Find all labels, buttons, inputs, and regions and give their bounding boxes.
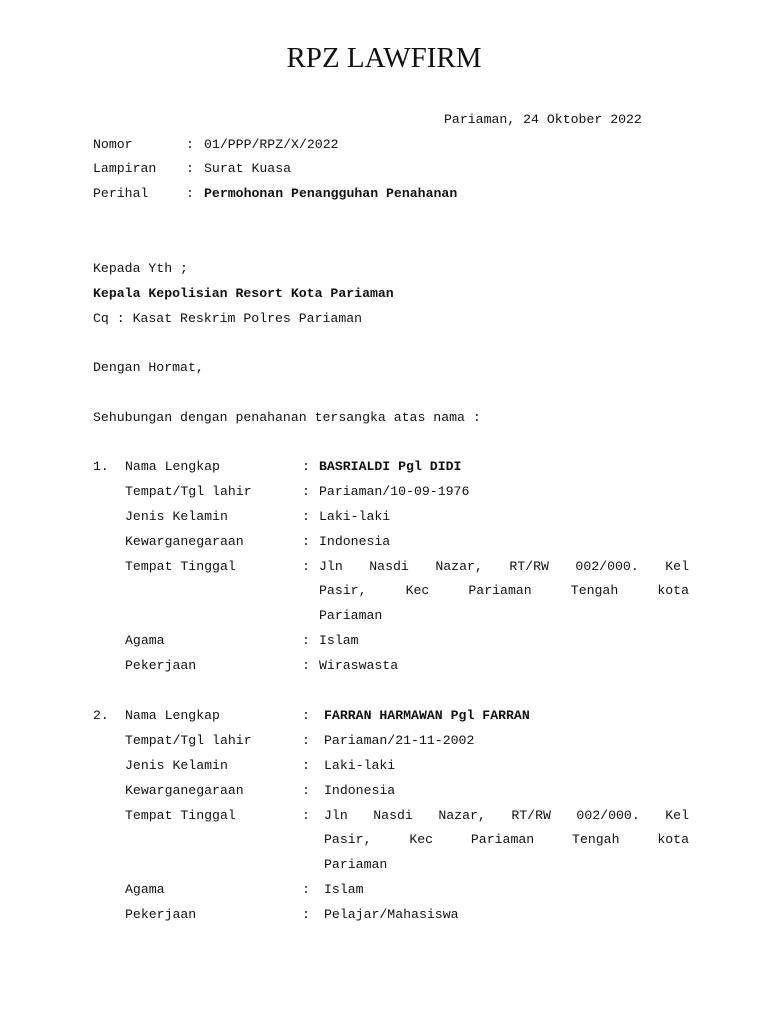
meta-label-nomor: Nomor — [93, 137, 133, 152]
meta-colon: : — [186, 161, 194, 176]
field-label-birth: Tempat/Tgl lahir — [125, 733, 252, 748]
intro-text: Sehubungan dengan penahanan tersangka atas nama : — [93, 410, 481, 425]
field-label-name: Nama Lengkap — [125, 459, 220, 474]
addressee-greeting: Kepada Yth ; — [93, 261, 188, 276]
meta-colon: : — [186, 137, 194, 152]
suspect-1-occupation: Wiraswasta — [319, 658, 399, 673]
suspect-2-occupation: Pelajar/Mahasiswa — [324, 907, 459, 922]
meta-label-lampiran: Lampiran — [93, 161, 157, 176]
suspect-2-name: FARRAN HARMAWAN Pgl FARRAN — [324, 708, 530, 723]
suspect-1-citizenship: Indonesia — [319, 534, 391, 549]
meta-label-perihal: Perihal — [93, 186, 149, 201]
meta-value-nomor: 01/PPP/RPZ/X/2022 — [204, 137, 339, 152]
suspect-2-gender: Laki-laki — [324, 758, 396, 773]
field-colon: : — [302, 758, 310, 773]
field-colon: : — [302, 509, 310, 524]
meta-colon: : — [186, 186, 194, 201]
salutation: Dengan Hormat, — [93, 360, 204, 375]
field-colon: : — [302, 783, 310, 798]
suspect-1-residence-line3: Pariaman — [319, 608, 383, 623]
field-colon: : — [302, 808, 310, 823]
suspect-2-religion: Islam — [324, 882, 364, 897]
field-colon: : — [302, 882, 310, 897]
suspect-1-residence-line1: Jln Nasdi Nazar, RT/RW 002/000. Kel — [319, 559, 689, 574]
place-date: Pariaman, 24 Oktober 2022 — [444, 112, 642, 127]
field-label-residence: Tempat Tinggal — [125, 559, 236, 574]
suspect-2-residence-line3: Pariaman — [324, 857, 388, 872]
field-colon: : — [302, 534, 310, 549]
field-colon: : — [302, 633, 310, 648]
field-label-religion: Agama — [125, 633, 165, 648]
suspect-1-residence-line2: Pasir, Kec Pariaman Tengah kota — [319, 583, 689, 598]
suspect-1-birth: Pariaman/10-09-1976 — [319, 484, 470, 499]
suspect-2-citizenship: Indonesia — [324, 783, 396, 798]
suspect-1-religion: Islam — [319, 633, 359, 648]
field-colon: : — [302, 907, 310, 922]
suspect-1-name: BASRIALDI Pgl DIDI — [319, 459, 462, 474]
field-colon: : — [302, 708, 310, 723]
field-label-gender: Jenis Kelamin — [125, 509, 228, 524]
suspect-2-residence-line2: Pasir, Kec Pariaman Tengah kota — [324, 832, 689, 847]
field-label-citizenship: Kewarganegaraan — [125, 534, 244, 549]
field-label-name: Nama Lengkap — [125, 708, 220, 723]
suspect-2-residence-line1: Jln Nasdi Nazar, RT/RW 002/000. Kel — [324, 808, 689, 823]
suspect-1-number: 1. — [93, 459, 109, 474]
field-colon: : — [302, 459, 310, 474]
field-label-residence: Tempat Tinggal — [125, 808, 236, 823]
field-label-birth: Tempat/Tgl lahir — [125, 484, 252, 499]
field-colon: : — [302, 658, 310, 673]
meta-value-perihal: Permohonan Penangguhan Penahanan — [204, 186, 458, 201]
page-title: RPZ LAWFIRM — [286, 42, 482, 74]
field-label-gender: Jenis Kelamin — [125, 758, 228, 773]
field-colon: : — [302, 559, 310, 574]
field-colon: : — [302, 733, 310, 748]
addressee-cq: Cq : Kasat Reskrim Polres Pariaman — [93, 311, 363, 326]
field-label-occupation: Pekerjaan — [125, 907, 197, 922]
suspect-2-number: 2. — [93, 708, 109, 723]
addressee-name: Kepala Kepolisian Resort Kota Pariaman — [93, 286, 394, 301]
field-label-religion: Agama — [125, 882, 165, 897]
field-label-citizenship: Kewarganegaraan — [125, 783, 244, 798]
meta-value-lampiran: Surat Kuasa — [204, 161, 292, 176]
field-label-occupation: Pekerjaan — [125, 658, 197, 673]
field-colon: : — [302, 484, 310, 499]
suspect-2-birth: Pariaman/21-11-2002 — [324, 733, 475, 748]
suspect-1-gender: Laki-laki — [319, 509, 391, 524]
